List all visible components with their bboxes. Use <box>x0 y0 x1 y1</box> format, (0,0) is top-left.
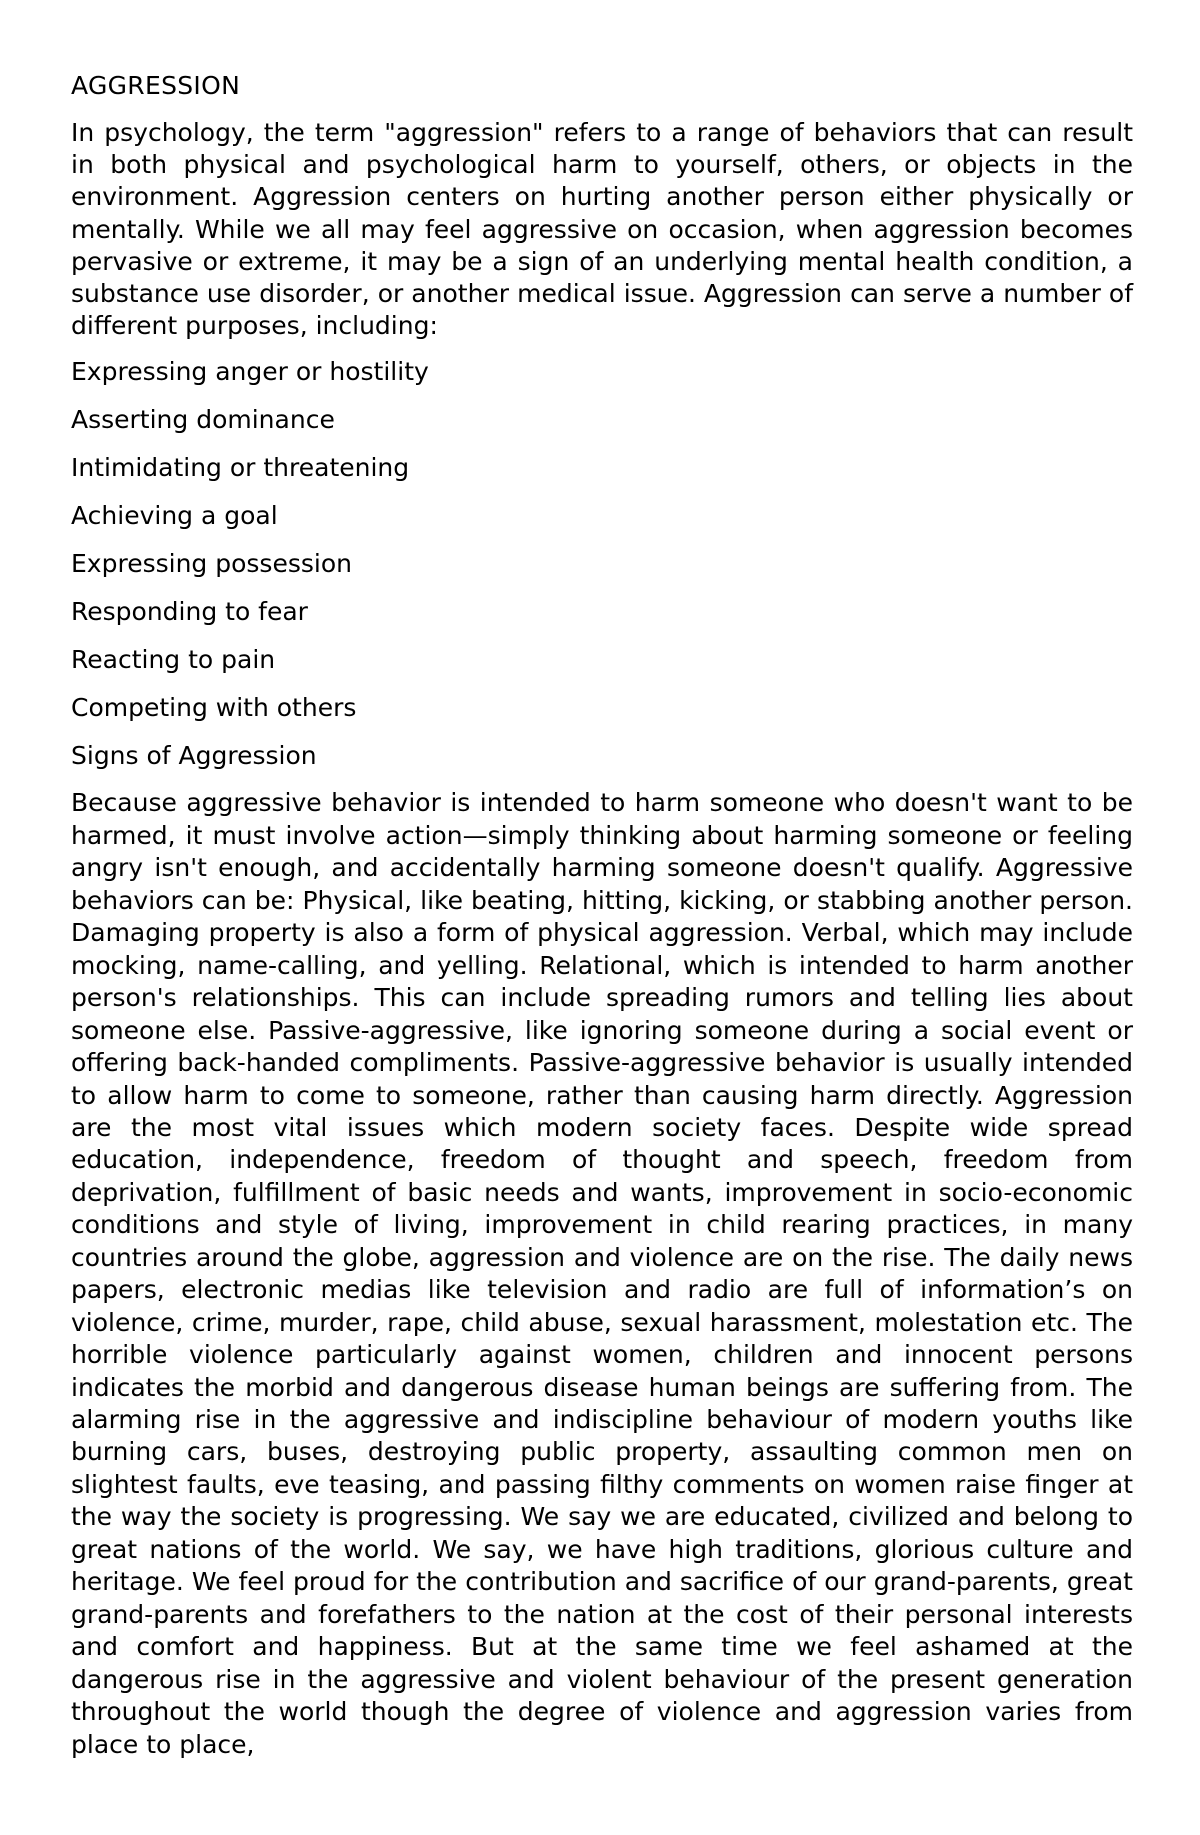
purposes-list <box>71 356 1133 724</box>
list-item: Competing with others <box>71 693 357 723</box>
list-item: Reacting to pain <box>71 645 276 675</box>
body-paragraph: Because aggressive behavior is intended to harm someone who doesn't want to be harmed, it must involve action—simply thinking about harming someone or feeling angry isn't enough, and accidentally harming someone doesn't qualify. Aggressive behaviors can be: Physical, like beating, hitting, kicking, or stabbing another person. Damaging property is also a form of physical aggression. Verbal, which may include mocking, name-calling, and yelling. Relational, which is intended to harm another person's relationships. This can include spreading rumors and telling lies about someone else. Passive-aggressive, like ignoring someone during a social event or offering back-handed compliments. Passive-aggressive behavior is usually intended to allow harm to come to someone, rather than causing harm directly. Aggression are the most vital issues which modern society faces. Despite wide spread education, independence, freedom of thought and speech, freedom from deprivation, fulfillment of basic needs and wants, improvement in socio-economic conditions and style of living, improvement in child rearing practices, in many countries around the globe, aggression and violence are on the rise. The daily news papers, electronic medias like television and radio are full of information’s on violence, crime, murder, rape, child abuse, sexual harassment, molestation etc. The horrible violence particularly against women, children and innocent persons indicates the morbid and dangerous disease human beings are suffering from. The alarming rise in the aggressive and indiscipline behaviour of modern youths like burning cars, buses, destroying public property, assaulting common men on slightest faults, eve teasing, and passing filthy comments on women raise finger at the way the society is progressing. We say we are educated, civilized and belong to great nations of the world. We say, we have high traditions, glorious culture and heritage. We feel proud for the contribution and sacrifice of our grand-parents, great grand-parents and forefathers to the nation at the cost of their personal interests and comfort and happiness. But at the same time we feel ashamed at the dangerous rise in the aggressive and violent behaviour of the present generation throughout the world though the degree of violence and aggression varies from place to place, <box>71 788 1133 1759</box>
list-item: Expressing possession <box>71 549 352 579</box>
list-item: Achieving a goal <box>71 501 278 531</box>
intro-paragraph: In psychology, the term "aggression" refers to a range of behaviors that can result in both physical and psychological harm to yourself, others, or objects in the environment. Aggression centers on hurting another person either physically or mentally. While we all may feel aggressive on occasion, when aggression becomes pervasive or extreme, it may be a sign of an underlying mental health condition, a substance use disorder, or another medical issue. Aggression can serve a number of different purposes, including: <box>71 118 1133 341</box>
section-heading: Signs of Aggression <box>71 741 317 771</box>
document-page <box>71 70 1133 1775</box>
document-title: AGGRESSION <box>71 71 241 100</box>
list-item: Responding to fear <box>71 597 308 627</box>
list-item: Intimidating or threatening <box>71 453 410 483</box>
list-item: Asserting dominance <box>71 405 335 435</box>
list-item: Expressing anger or hostility <box>71 357 429 387</box>
